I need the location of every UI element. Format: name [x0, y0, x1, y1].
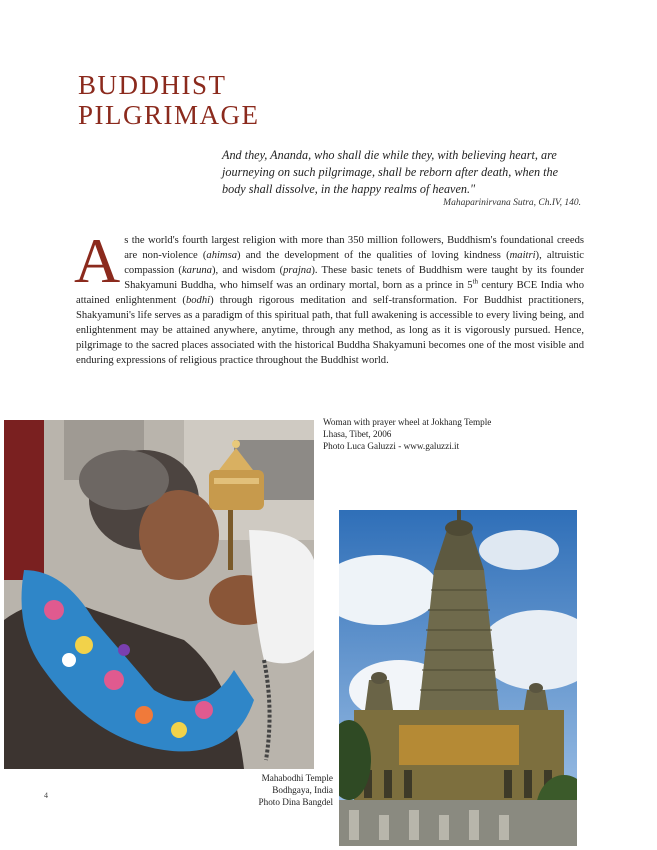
epigraph-source: Mahaparinirvana Sutra, Ch.IV, 140. — [443, 198, 581, 208]
term-karuna: karuna — [181, 265, 212, 276]
caption-1-line-2: Lhasa, Tibet, 2006 — [323, 429, 392, 439]
superscript-th: th — [472, 277, 479, 286]
body-text-part: century BCE India who attained enlightenment ( — [76, 280, 584, 306]
body-paragraph — [74, 225, 585, 368]
body-text-part: s the world's fourth largest religion with more than 350 million followers, Buddhism's foundational creeds are non-violence ( — [124, 235, 584, 261]
caption-2-line-3: Photo Dina Bangdel — [258, 797, 333, 807]
caption-photo-2 — [250, 772, 333, 808]
photo-mahabodhi-temple — [339, 510, 577, 846]
term-prajna: prajna — [283, 265, 312, 276]
photo-woman-prayer-wheel — [4, 420, 314, 769]
caption-2-line-1: Mahabodhi Temple — [261, 773, 333, 783]
body-text-part: ), and wisdom ( — [211, 265, 284, 276]
body-text-part: ). These basic tenets of Buddhism were taught by its founder Shakyamuni Buddha, who himself was an ordinary mortal, born as a prince in 5 — [124, 265, 585, 291]
caption-1-line-3: Photo Luca Galuzzi - www.galuzzi.it — [323, 441, 460, 451]
term-maitri: maitri — [509, 250, 536, 261]
page-title — [78, 70, 260, 130]
caption-1-line-1: Woman with prayer wheel at Jokhang Temple — [323, 417, 492, 427]
body-text-part: ) through rigorous meditation and self-transformation. For Buddhist practitioners, Shakyamuni's life serves as a paradigm of this spiritual path, that full awakening is accessible to every living being, and enlightenment may be attained anywhere, anytime, through any method, as long as it is vigorously pursued. Hence, pilgrimage to the sacred places associated with the historical Buddha Shakyamuni becomes one of the most visible and enduring expressions of religious practice throughout the Buddhist world. — [76, 295, 584, 366]
page-number: 4 — [44, 791, 48, 800]
term-ahimsa: ahimsa — [206, 250, 237, 261]
drop-cap: A — [74, 225, 121, 296]
title-line-2: PILGRIMAGE — [78, 100, 260, 130]
term-bodhi: bodhi — [185, 295, 211, 306]
title-line-1: BUDDHIST — [78, 70, 227, 100]
body-text-part: ) and the development of the qualities of loving kindness ( — [237, 250, 510, 261]
body-text-part: ), altruistic compassion ( — [124, 250, 584, 276]
caption-2-line-2: Bodhgaya, India — [272, 785, 333, 795]
epigraph-quote: And they, Ananda, who shall die while they, with believing heart, are journeying on such pilgrimage, shall be reborn after death, when the body shall dissolve, in the happy realms of heaven." — [222, 148, 559, 196]
caption-photo-1 — [323, 416, 491, 452]
